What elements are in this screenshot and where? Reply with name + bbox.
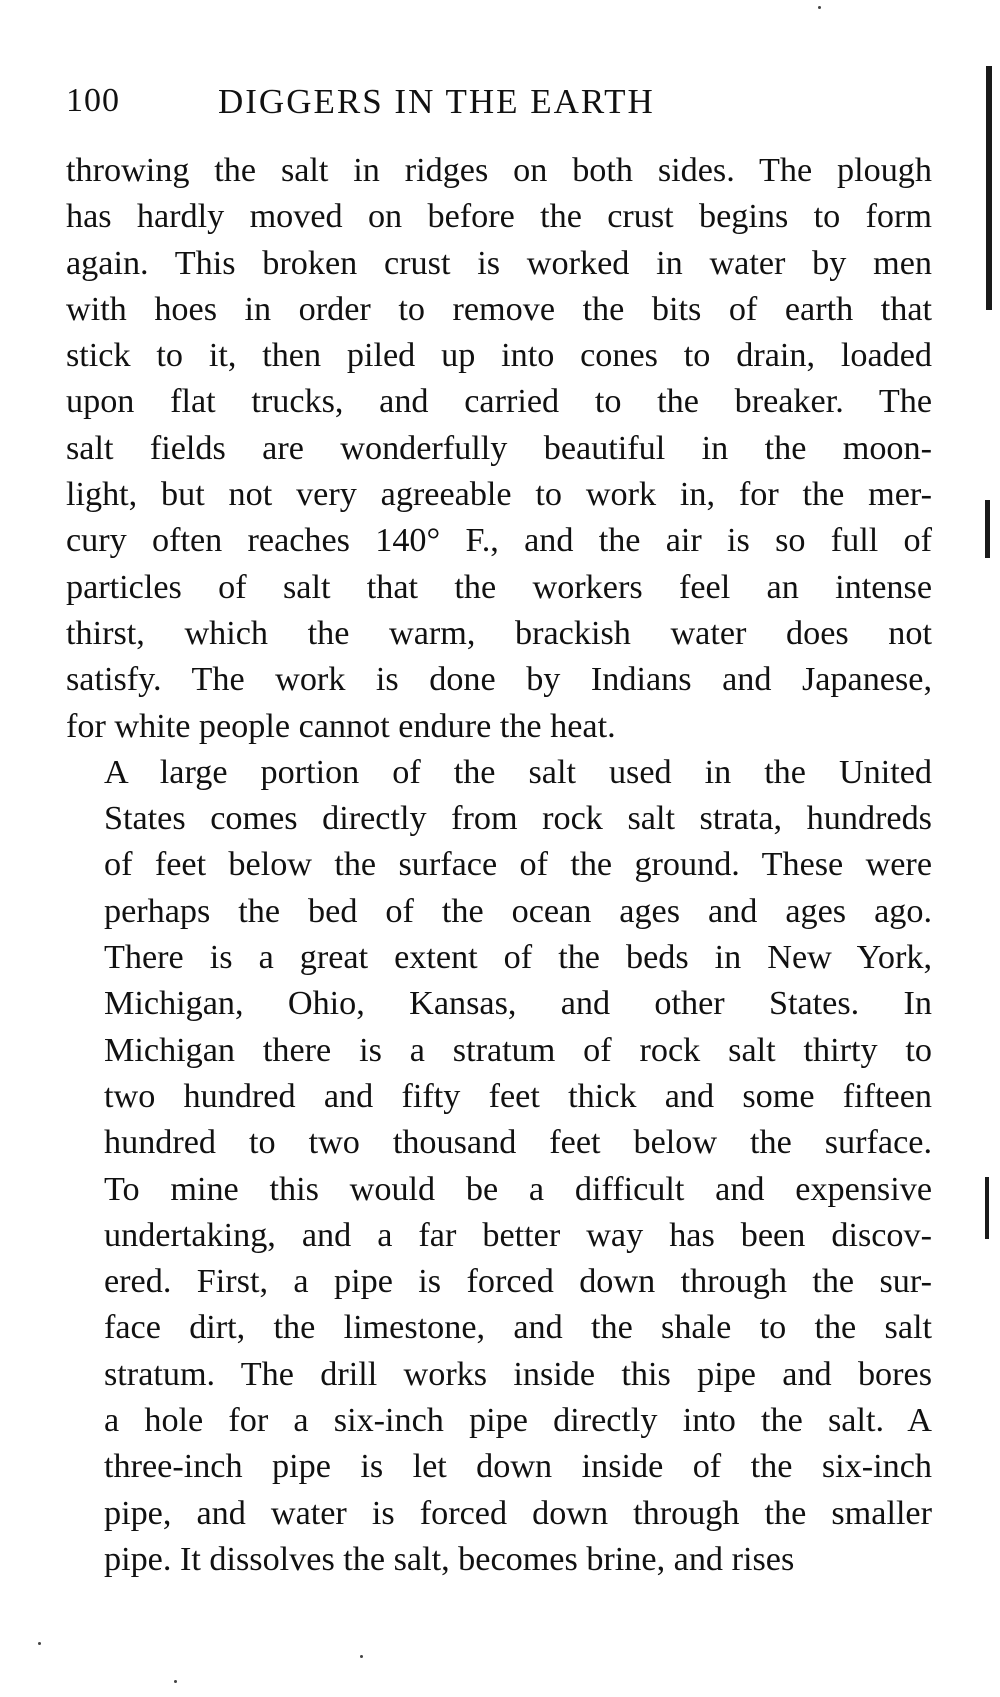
text-line: undertaking, and a far better way has been discov-	[104, 1216, 932, 1254]
text-line: upon flat trucks, and carried to the breaker. The	[66, 383, 932, 421]
text-line: Michigan, Ohio, Kansas, and other States. In	[104, 985, 932, 1023]
running-title: DIGGERS IN THE EARTH	[218, 82, 655, 121]
text-line: of feet below the surface of the ground. These were	[104, 846, 932, 884]
text-line: pipe. It dissolves the salt, becomes brine, and rises	[104, 1540, 795, 1578]
paragraph-2	[66, 750, 932, 1583]
text-line: pipe, and water is forced down through the smaller	[104, 1494, 932, 1532]
text-line: face dirt, the limestone, and the shale to the salt	[104, 1309, 932, 1347]
page-header	[66, 82, 946, 132]
text-line: thirst, which the warm, brackish water does not	[66, 614, 932, 652]
text-line: cury often reaches 140° F., and the air is so full of	[66, 522, 932, 560]
scan-edge-mark	[985, 1177, 989, 1239]
page-number: 100	[66, 82, 120, 119]
text-line: a hole for a six-inch pipe directly into the salt. A	[104, 1402, 932, 1440]
text-line: particles of salt that the workers feel an intense	[66, 568, 932, 606]
text-line: stratum. The drill works inside this pipe and bores	[104, 1355, 932, 1393]
text-line: Michigan there is a stratum of rock salt thirty to	[104, 1031, 932, 1069]
text-line: light, but not very agreeable to work in, for the mer-	[66, 476, 932, 514]
scan-edge-mark	[985, 500, 990, 558]
scan-speck	[360, 1655, 363, 1658]
text-line: three-inch pipe is let down inside of the six-inch	[104, 1448, 932, 1486]
scan-speck	[174, 1680, 177, 1683]
text-line: ered. First, a pipe is forced down through the sur-	[104, 1263, 932, 1301]
text-line: States comes directly from rock salt strata, hundreds	[104, 800, 932, 838]
text-line: two hundred and fifty feet thick and some fifteen	[104, 1077, 932, 1115]
paragraph-1	[66, 148, 932, 750]
scan-edge-mark	[986, 66, 992, 310]
body-text	[66, 148, 932, 1583]
text-line: perhaps the bed of the ocean ages and ages ago.	[104, 892, 932, 930]
text-line: with hoes in order to remove the bits of earth that	[66, 290, 932, 328]
text-line: stick to it, then piled up into cones to drain, loaded	[66, 337, 932, 375]
text-line: hundred to two thousand feet below the surface.	[104, 1124, 932, 1162]
scan-speck	[38, 1642, 41, 1645]
text-line: salt fields are wonderfully beautiful in the moon-	[66, 429, 932, 467]
text-line: To mine this would be a difficult and expensive	[104, 1170, 932, 1208]
text-line: throwing the salt in ridges on both sides. The plough	[66, 152, 932, 189]
text-line: satisfy. The work is done by Indians and Japanese,	[66, 661, 932, 699]
text-line: A large portion of the salt used in the United	[104, 753, 932, 791]
text-line: for white people cannot endure the heat.	[66, 707, 616, 745]
text-line: again. This broken crust is worked in water by men	[66, 244, 932, 282]
scan-speck	[818, 6, 821, 9]
text-line: There is a great extent of the beds in New York,	[104, 939, 932, 977]
text-line: has hardly moved on before the crust begins to form	[66, 198, 932, 236]
